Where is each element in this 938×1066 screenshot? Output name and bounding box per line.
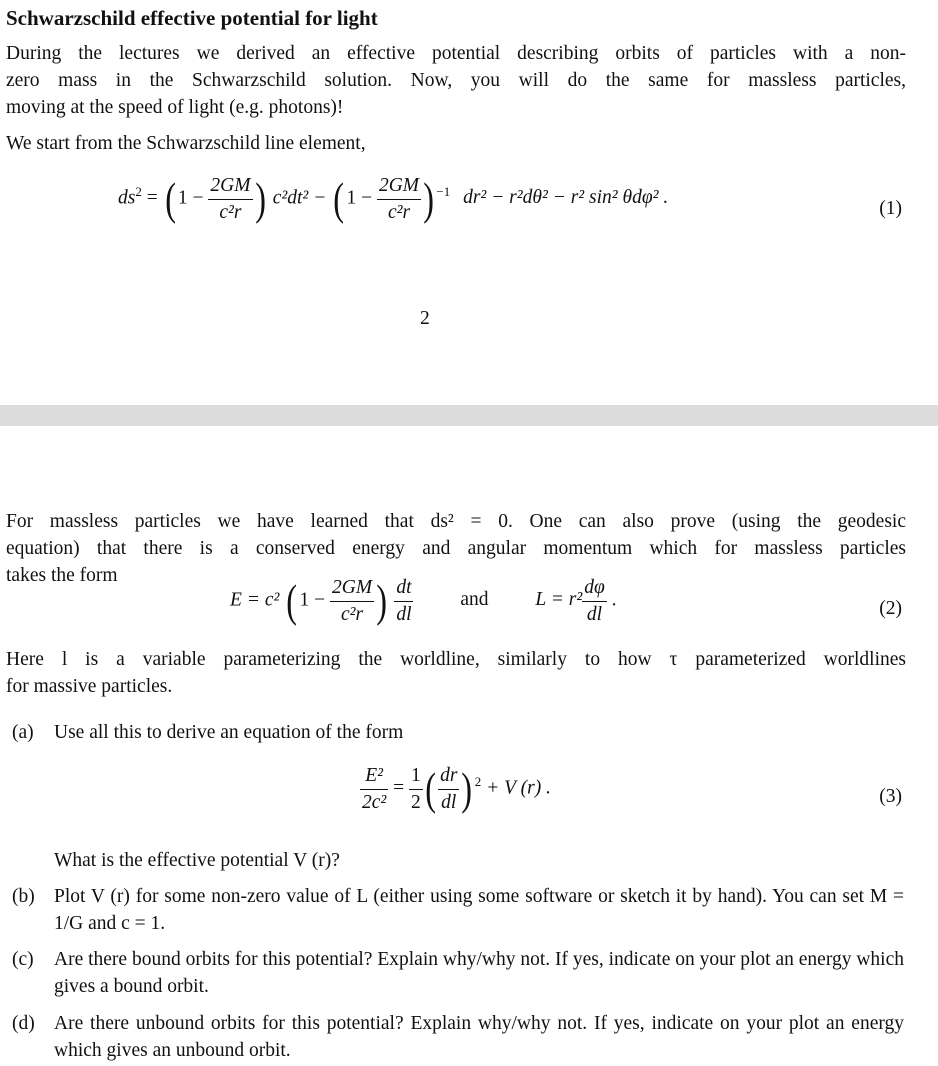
eq3-square: 2 <box>474 773 482 789</box>
eq1-one: 1 − <box>177 187 204 209</box>
item-d-text: Are there unbound orbits for this potential? Explain why/why not. If yes, indicate on your plot an energy which gives an unbound orbit. <box>54 1013 904 1061</box>
item-c <box>12 946 904 1000</box>
eq1-lhs: ds <box>118 187 136 209</box>
item-a-question <box>12 847 904 874</box>
item-b <box>12 883 904 937</box>
item-a-question-text: What is the effective potential V (r)? <box>54 850 340 871</box>
item-c-text: Are there bound orbits for this potential? Explain why/why not. If yes, indicate on your plot an energy which gives a bound orbit. <box>54 949 904 997</box>
eq2-dot: . <box>611 589 617 611</box>
equation-1: $ds^2$ = ( 1 − $\frac{2GM}{\text{c²r}}$ ) c²dt² − ( 1 − $\frac{2GM}{\text{c²r}}$ ) $^{-1}$ dr² − r²dθ² − r² sin² θdφ² . <box>118 173 669 224</box>
eq2-L: L = r² <box>535 589 583 611</box>
intro-line-4-wrap <box>6 130 906 157</box>
page-2 <box>0 426 938 1066</box>
eq2-dphi-dl: $\frac{d\varphi}{dl}$ <box>584 577 605 625</box>
equation-3: $\frac{\text{E²}}{\text{2c²}}$ = $\frac{1}{2}$ ( $\frac{dr}{dl}$ ) $^2$ + V (r) . <box>362 763 551 814</box>
page-1 <box>0 0 938 405</box>
para3-line-2: for massive particles. <box>6 676 173 697</box>
section-title: Schwarzschild effective potential for light <box>6 6 378 30</box>
para-2 <box>6 508 906 589</box>
item-a-label: (a) <box>12 722 34 743</box>
eq3-E2-frac: $\frac{\text{E²}}{\text{2c²}}$ <box>362 765 387 813</box>
eq2-lhs: E = c² <box>230 589 280 611</box>
eq3-half: $\frac{1}{2}$ <box>411 765 421 813</box>
item-b-text: Plot V (r) for some non-zero value of L (either using some software or sketch it by hand). You can set M = 1/G and c = 1. <box>54 886 904 934</box>
item-a-text: Use all this to derive an equation of the form <box>54 722 404 743</box>
eq1-rest: dr² − r²dθ² − r² sin² θdφ² . <box>463 187 669 209</box>
intro-line-4: We start from the Schwarzschild line element, <box>6 133 366 154</box>
item-c-label: (c) <box>12 949 34 970</box>
intro-line-2: zero mass in the Schwarzschild solution. Now, you will do the same for massless particles, <box>6 70 906 91</box>
item-a <box>12 719 904 746</box>
eq3-number: (3) <box>879 786 902 807</box>
eq3-rest: + V (r) . <box>486 777 551 799</box>
item-d-label: (d) <box>12 1013 35 1034</box>
intro-line-1: During the lectures we derived an effective potential describing orbits of particles with a non- <box>6 43 906 64</box>
item-b-label: (b) <box>12 886 35 907</box>
eq2-fraction: $\frac{2GM}{\text{c²r}}$ <box>332 577 373 625</box>
item-d <box>12 1010 904 1064</box>
page-gap <box>0 405 938 426</box>
eq1-number: (1) <box>879 198 902 219</box>
equation-2: E = c² ( 1 − $\frac{2GM}{\text{c²r}}$ ) $\frac{dt}{dl}$ and L = r² $\frac{d\varphi}{dl}$ . <box>230 575 617 626</box>
eq1-one2: 1 − <box>346 187 373 209</box>
eq1-fraction-2: $\frac{2GM}{\text{c²r}}$ <box>378 175 420 223</box>
para3-line-1: Here l is a variable parameterizing the worldline, similarly to how τ parameterized worldlines <box>6 649 906 670</box>
eq2-and: and <box>460 589 489 611</box>
para2-line-1: For massless particles we have learned that ds² = 0. One can also prove (using the geodesic <box>6 511 906 532</box>
eq2-number: (2) <box>879 598 902 619</box>
eq3-dr-dl: $\frac{dr}{dl}$ <box>440 765 458 813</box>
eq2-dt-dl: $\frac{dt}{dl}$ <box>396 577 412 625</box>
eq1-c2dt2: c²dt² − <box>272 187 327 209</box>
eq1-exponent: −1 <box>436 183 451 199</box>
eq2-one: 1 − <box>299 589 326 611</box>
page-number: 2 <box>420 308 430 329</box>
para2-line-2: equation) that there is a conserved energy and angular momentum which for massless particles <box>6 538 906 559</box>
intro-line-3: moving at the speed of light (e.g. photons)! <box>6 97 344 118</box>
para2-line-3: takes the form <box>6 565 118 586</box>
intro-paragraph <box>6 40 906 121</box>
eq3-equals: = <box>393 777 405 799</box>
eq1-fraction: $\frac{2GM}{\text{c²r}}$ <box>210 175 251 223</box>
para-3 <box>6 646 906 700</box>
